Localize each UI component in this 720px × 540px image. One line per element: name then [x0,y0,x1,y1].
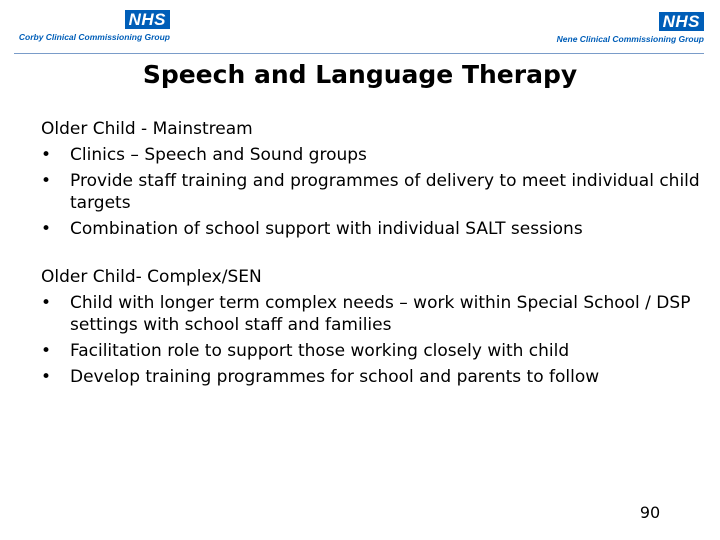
corby-ccg-name: Corby Clinical Commissioning Group [18,32,170,42]
list-item [41,218,701,240]
header-divider [14,53,704,54]
list-item [41,292,701,336]
bullet-text: Child with longer term complex needs – work within Special School / DSP settings with school staff and families [70,293,691,335]
slide-title: Speech and Language Therapy [142,60,578,89]
section-mainstream [41,118,701,240]
bullet-text: Combination of school support with individual SALT sessions [70,219,583,239]
bullet-text: Develop training programmes for school and parents to follow [70,367,600,387]
section-spacer [41,240,701,266]
section-complex-sen [41,266,701,388]
section-heading: Older Child - Mainstream [41,119,253,139]
page-number: 90 [639,503,661,522]
list-item [41,144,701,166]
list-item [41,366,701,388]
list-item [41,170,701,214]
bullet-icon: • [41,341,52,361]
bullet-icon: • [41,367,52,387]
corby-ccg-logo [14,10,170,42]
bullet-list [41,292,701,388]
slide-body [41,118,701,388]
nhs-logo-mark: NHS [125,10,170,29]
bullet-icon: • [41,219,52,239]
nene-ccg-name: Nene Clinical Commissioning Group [556,34,704,44]
section-heading: Older Child- Complex/SEN [41,267,262,287]
bullet-list [41,144,701,240]
bullet-text: Clinics – Speech and Sound groups [70,145,367,165]
bullet-icon: • [41,145,52,165]
nhs-logo-mark: NHS [659,12,704,31]
nene-ccg-logo [548,12,704,44]
bullet-text: Provide staff training and programmes of delivery to meet individual child targets [70,171,700,213]
bullet-icon: • [41,293,52,313]
list-item [41,340,701,362]
bullet-icon: • [41,171,52,191]
bullet-text: Facilitation role to support those working closely with child [70,341,570,361]
